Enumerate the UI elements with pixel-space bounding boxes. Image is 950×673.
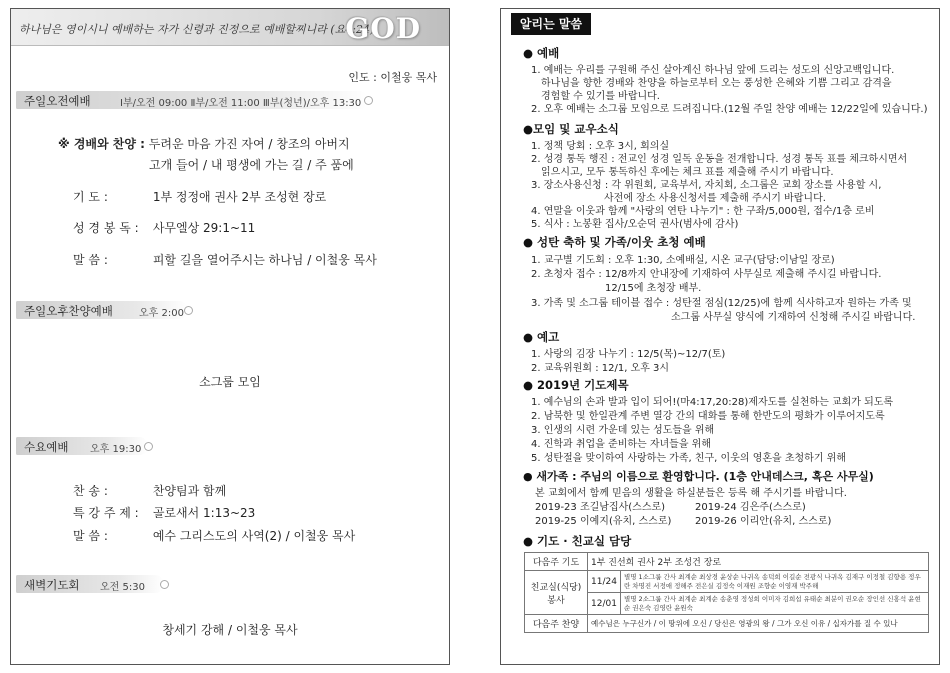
prayer-topic-line: 2. 남북한 및 한일관계 주변 열강 간의 대화를 통해 한반도의 평화가 이루어지도록 — [531, 411, 885, 422]
table-row — [525, 615, 929, 633]
notice-heading: ● 예고 — [523, 330, 560, 344]
worship-line: 2. 오후 예배는 소그룹 모임으로 드려집니다.(12월 주일 찬양 예배는 12/22일에 있습니다.) — [531, 104, 928, 115]
newcomers-heading: ● 새가족 : 주님의 이름으로 환영합니다. (1층 안내데스크, 혹은 사무실) — [523, 470, 874, 483]
meetings-line: 1. 정책 당회 : 오후 3시, 회의실 — [531, 141, 670, 152]
worship-line: 하나님을 향한 경배와 찬양을 하늘로부터 오는 풍성한 은혜와 기쁨 그리고 감격을 — [541, 78, 892, 89]
prayer-topic-line: 4. 진학과 취업을 준비하는 자녀들을 위해 — [531, 439, 711, 450]
announcements-panel — [500, 8, 940, 665]
christmas-line: 2. 초청자 접수 : 12/8까지 안내장에 기재하여 사무실로 제출해 주시길 바랍니다. — [531, 269, 882, 280]
sermon-value: 예수 그리스도의 사역(2) / 이철웅 목사 — [152, 529, 356, 543]
prayer-topics-heading: ● 2019년 기도제목 — [523, 378, 629, 392]
section-time: 오전 5:30 — [100, 582, 145, 593]
wed-hymn-row — [73, 482, 226, 499]
newcomer-name: 2019-24 김은주(스스로) — [695, 502, 806, 513]
section-sunday-am — [16, 91, 368, 109]
section-wednesday — [16, 437, 148, 455]
worship-line: 1. 예배는 우리를 구원해 주신 살아계신 하나님 앞에 드리는 성도의 신앙고백입니다. — [531, 65, 895, 76]
sermon-label: 말 씀 : — [73, 529, 108, 543]
section-title: 주일오전예배 — [24, 94, 91, 108]
hymn-value: 찬양팀과 함께 — [152, 484, 227, 498]
prayer-topic-line: 3. 인생의 시련 가운데 있는 성도들을 위해 — [531, 425, 715, 436]
hymn-label: 찬 송 : — [73, 484, 108, 498]
worship-order-panel — [10, 8, 450, 665]
newcomer-name: 2019-23 조길남집사(스스로) — [535, 502, 666, 513]
section-sunday-pm — [16, 301, 188, 319]
fellowship-label: 친교실(식당) 봉사 — [525, 571, 588, 615]
meetings-heading: ●모임 및 교우소식 — [523, 122, 619, 136]
dot-icon — [144, 442, 153, 451]
dot-icon — [364, 96, 373, 105]
newcomer-name: 2019-26 이리안(유치, 스스로) — [695, 516, 832, 527]
notice-line: 1. 사랑의 김장 나누기 : 12/5(목)~12/7(토) — [531, 349, 726, 360]
row-members: 별명 2소그룹 간사 최계순 최계순 송춘영 정성희 이미자 김희섭 유태순 최분이 권오순 장인선 신홍석 윤현순 권은숙 김영란 윤원숙 — [620, 593, 928, 615]
prayer-topic-line: 1. 예수님의 손과 발과 입이 되어!(마4:17,20:28)제자도를 실천하는 교회가 되도록 — [531, 397, 894, 408]
next-prayer-value: 1부 진선희 권사 2부 조성건 장로 — [588, 553, 929, 571]
header-banner — [11, 9, 449, 46]
sermon-value: 피할 길을 열어주시는 하나님 / 이철웅 목사 — [152, 253, 377, 267]
worship-heading: ● 예배 — [523, 46, 560, 60]
next-hymn-label: 다음주 찬양 — [525, 615, 588, 633]
row-date: 11/24 — [588, 571, 621, 593]
meetings-line: 5. 식사 : 노봉환 집사/오순덕 권사(범사에 감사) — [531, 219, 739, 230]
sermon-row — [73, 251, 377, 268]
section-time: 오후 2:00 — [139, 308, 184, 319]
christmas-line: 12/15에 초청장 배부. — [605, 283, 702, 294]
christmas-line: 소그룹 사무실 양식에 기재하여 신청해 주시길 바랍니다. — [671, 312, 916, 323]
wed-sermon-row — [73, 527, 355, 544]
table-row — [525, 571, 929, 593]
scripture-label: 성 경 봉 독 : — [73, 221, 139, 235]
section-title: 수요예배 — [24, 440, 69, 454]
row-members: 별명 1소그룹 간사 최계순 최상경 윤상순 나귀옥 송덕희 이길순 전광식 나귀옥 김재구 이정철 김향용 정우란 차명진 서정애 정해주 전은실 김정숙 이재원 조향순 이영재 박주해 — [620, 571, 928, 593]
announcements-title: 알리는 말씀 — [511, 13, 591, 35]
duty-table — [524, 552, 929, 633]
hymn-line-1: 두려운 마음 가진 자여 / 창조의 아버지 — [148, 137, 350, 151]
god-logo: GOD — [345, 12, 421, 45]
newcomers-line: 본 교회에서 함께 믿음의 생활을 하실분들은 등록 해 주시기를 바랍니다. — [535, 488, 847, 499]
meetings-line: 사전에 장소 사용신청서를 제출해 주시기 바랍니다. — [604, 193, 826, 204]
scripture-row — [73, 219, 255, 236]
section-dawn — [16, 575, 164, 593]
lecture-label: 특 강 주 제 : — [73, 506, 139, 520]
worship-line: 경험할 수 있기를 바랍니다. — [541, 91, 660, 102]
notice-line: 2. 교육위원회 : 12/1, 오후 3시 — [531, 363, 670, 374]
hymn-label: ※ 경배와 찬양 : — [58, 137, 145, 151]
banner-verse: 하나님은 영이시니 예배하는 자가 신령과 진정으로 예배할찌니라 (요4:24) — [19, 23, 375, 36]
christmas-heading: ● 성탄 축하 및 가족/이웃 초청 예배 — [523, 235, 706, 249]
next-hymn-value: 예수님은 누구신가 / 이 땅위에 오신 / 당신은 영광의 왕 / 그가 오신 이유 / 십자가를 질 수 있나 — [588, 615, 929, 633]
sermon-label: 말 씀 : — [73, 253, 108, 267]
presider: 인도 : 이철웅 목사 — [348, 71, 437, 84]
meetings-line: 읽으시고, 모두 통독하신 후에는 체크 표를 제출해 주시기 바랍니다. — [541, 167, 834, 178]
hymn-line-2: 고개 들어 / 내 평생에 가는 길 / 주 품에 — [149, 158, 354, 172]
lecture-value: 골로새서 1:13~23 — [152, 506, 256, 520]
christmas-line: 1. 교구별 기도회 : 오후 1:30, 소예배실, 시온 교구(담당:이남일 장로) — [531, 255, 835, 266]
meetings-line: 2. 성경 통독 행진 : 전교인 성경 일독 운동을 전개합니다. 성경 통독 표를 체크하시면서 — [531, 154, 908, 165]
duty-heading: ● 기도 · 친교실 담당 — [523, 534, 632, 548]
sunday-pm-content: 소그룹 모임 — [199, 375, 261, 389]
section-time: 오후 19:30 — [90, 444, 142, 455]
dot-icon — [160, 580, 169, 589]
dot-icon — [184, 306, 193, 315]
prayer-row — [73, 188, 326, 205]
section-title: 주일오후찬양예배 — [24, 304, 113, 318]
meetings-line: 4. 연말을 이웃과 함께 "사랑의 연탄 나누기" : 한 구좌/5,000원, 접수/1층 로비 — [531, 206, 875, 217]
row-date: 12/01 — [588, 593, 621, 615]
wed-lecture-row — [73, 504, 255, 521]
newcomer-name: 2019-25 이예지(유치, 스스로) — [535, 516, 672, 527]
christmas-line: 3. 가족 및 소그룹 테이블 접수 : 성탄절 점심(12/25)에 함께 식사하고자 원하는 가족 및 — [531, 298, 912, 309]
prayer-value: 1부 정정애 권사 2부 조성현 장로 — [152, 190, 327, 204]
hymn-row — [58, 135, 350, 152]
section-title: 새벽기도회 — [24, 578, 80, 592]
scripture-value: 사무엘상 29:1~11 — [152, 221, 256, 235]
table-row — [525, 553, 929, 571]
dawn-content: 창세기 강해 / 이철웅 목사 — [162, 623, 298, 637]
section-time: Ⅰ부/오전 09:00 Ⅱ부/오전 11:00 Ⅲ부(청년)/오후 13:30 — [120, 98, 362, 109]
next-prayer-label: 다음주 기도 — [525, 553, 588, 571]
prayer-topic-line: 5. 성탄절을 맞이하여 사랑하는 가족, 친구, 이웃의 영혼을 초청하기 위해 — [531, 453, 846, 464]
prayer-label: 기 도 : — [73, 190, 108, 204]
meetings-line: 3. 장소사용신청 : 각 위원회, 교육부서, 자치회, 소그룹은 교회 장소를 사용할 시, — [531, 180, 882, 191]
